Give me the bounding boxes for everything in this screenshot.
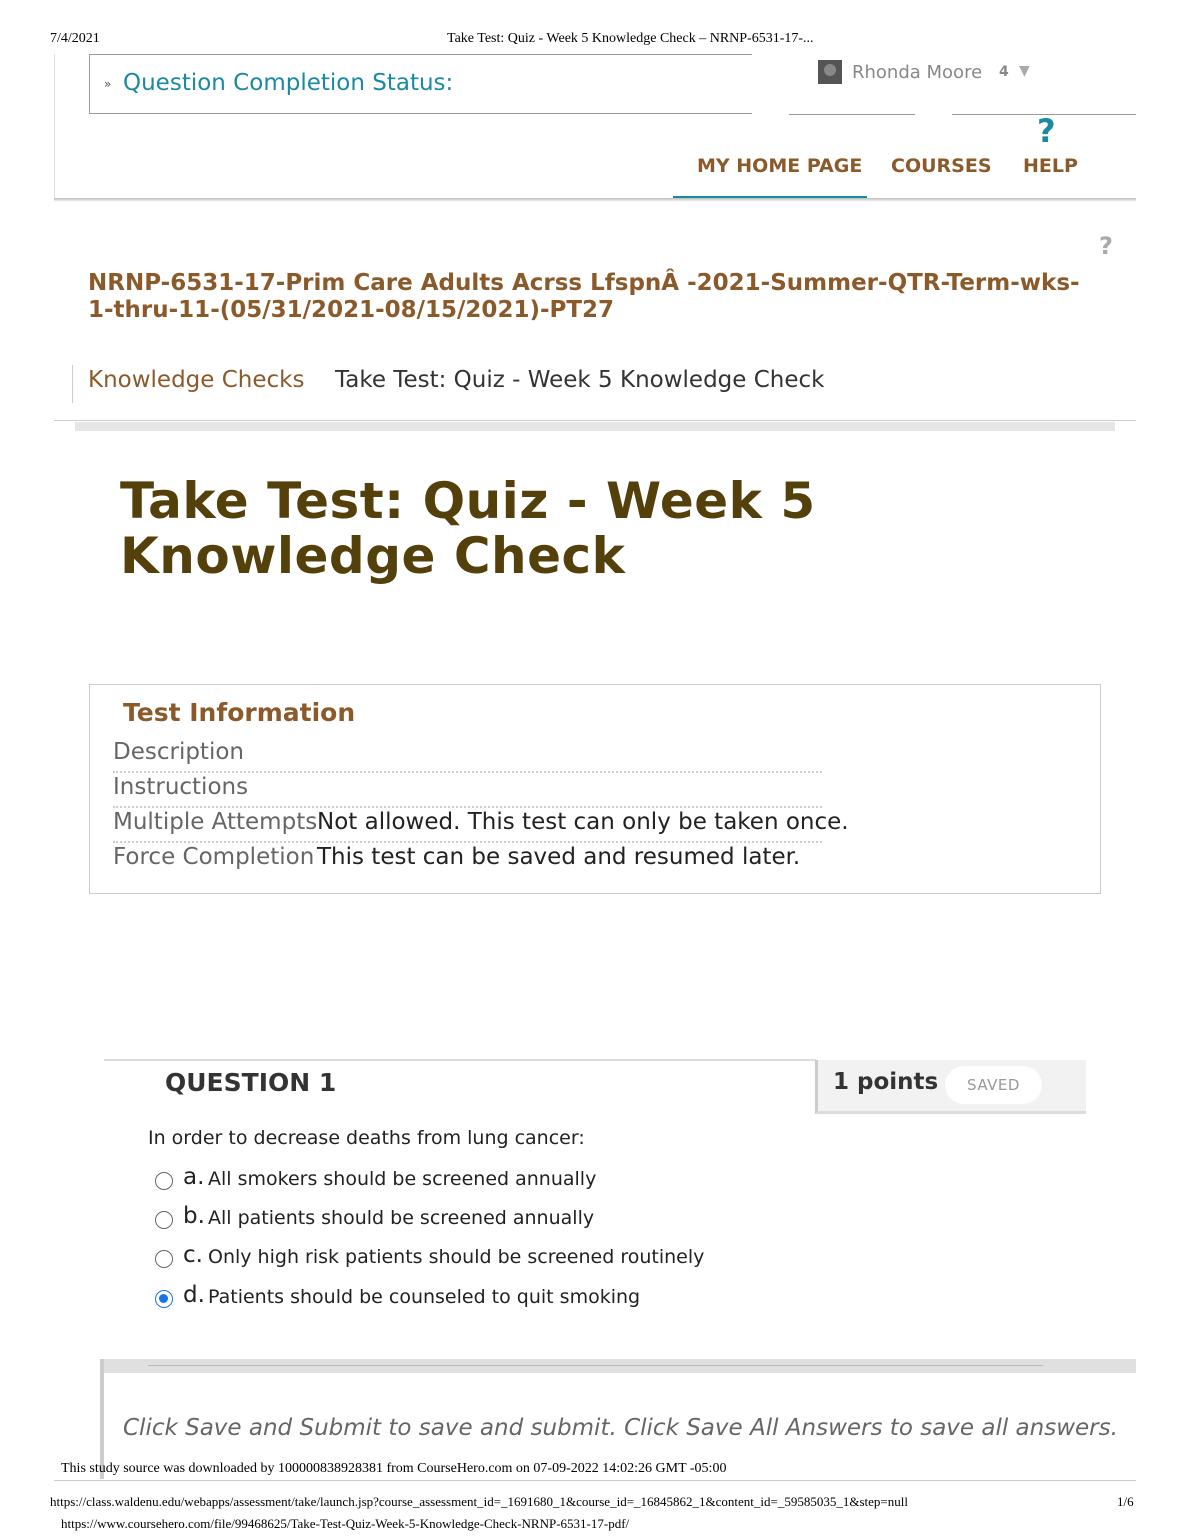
submit-panel-top-band: [100, 1359, 1136, 1373]
multiple-attempts-value: Not allowed. This test can only be taken once.: [317, 809, 849, 835]
row-divider: [113, 771, 822, 773]
option-letter: c.: [183, 1242, 203, 1268]
radio-d[interactable]: [155, 1290, 173, 1308]
avatar[interactable]: [818, 60, 842, 84]
page-title-line2: Knowledge Check: [120, 527, 626, 585]
breadcrumb-current: Take Test: Quiz - Week 5 Knowledge Check: [335, 367, 825, 393]
page-help-icon[interactable]: ?: [1099, 232, 1113, 260]
option-letter: d.: [183, 1282, 205, 1308]
breadcrumb-knowledge-checks[interactable]: Knowledge Checks: [88, 367, 305, 393]
row-divider: [113, 806, 822, 808]
nav-help[interactable]: HELP: [1023, 155, 1078, 177]
force-completion-value: This test can be saved and resumed later.: [317, 844, 801, 870]
question-completion-status-label[interactable]: Question Completion Status:: [123, 70, 454, 96]
coursehero-url: https://www.coursehero.com/file/99468625/Take-Test-Quiz-Week-5-Knowledge-Check-NRNP-6531-17-pdf/: [61, 1516, 630, 1531]
course-title[interactable]: NRNP-6531-17-Prim Care Adults Acrss LfspnÂ -2021-Summer-QTR-Term-wks-1-thru-11-(05/31/2021-08/15/2021)-PT27: [88, 270, 1080, 323]
row-divider: [113, 841, 822, 843]
submit-instruction: Click Save and Submit to save and submit. Click Save All Answers to save all answers.: [123, 1415, 1118, 1441]
force-completion-label: Force Completion: [113, 844, 315, 870]
print-url: https://class.waldenu.edu/webapps/assessment/take/launch.jsp?course_assessment_id=_1691680_1&course_id=_16845862_1&content_id=_59585035_1&step=null: [50, 1494, 908, 1509]
source-note: This study source was downloaded by 100000838928381 from CourseHero.com on 07-09-2022 14:02:26 GMT -05:00: [61, 1461, 727, 1476]
nav-courses[interactable]: COURSES: [891, 155, 992, 177]
question-top-border: [104, 1059, 816, 1061]
radio-a[interactable]: [155, 1172, 173, 1190]
question-points: 1 points: [833, 1069, 939, 1095]
test-information-heading: Test Information: [123, 698, 356, 727]
divider: [54, 420, 1136, 421]
caret-down-icon[interactable]: ▼: [1019, 63, 1030, 79]
option-letter: b.: [183, 1203, 205, 1229]
user-name[interactable]: Rhonda Moore: [852, 62, 983, 83]
nav-my-home-page[interactable]: MY HOME PAGE: [697, 155, 863, 177]
content-top-band: [75, 422, 1115, 431]
page-number: 1/6: [1117, 1494, 1134, 1509]
print-title: Take Test: Quiz - Week 5 Knowledge Check – NRNP-6531-17-...: [447, 31, 814, 46]
header-left-border: [54, 54, 55, 200]
option-text[interactable]: All smokers should be screened annually: [208, 1168, 597, 1190]
option-letter: a.: [183, 1164, 205, 1190]
divider: [789, 114, 915, 115]
page-title-line1: Take Test: Quiz - Week 5: [120, 472, 816, 530]
question-title: QUESTION 1: [165, 1068, 337, 1097]
instructions-label: Instructions: [113, 774, 249, 800]
multiple-attempts-label: Multiple Attempts: [113, 809, 318, 835]
page-title: [120, 474, 1020, 584]
radio-c[interactable]: [155, 1250, 173, 1268]
status-badge: SAVED: [945, 1066, 1042, 1104]
header-shadow: [54, 198, 1136, 202]
question-text: In order to decrease deaths from lung cancer:: [148, 1127, 585, 1149]
option-text[interactable]: All patients should be screened annually: [208, 1207, 595, 1229]
divider: [54, 1480, 1136, 1481]
notification-count[interactable]: 4: [999, 64, 1009, 80]
option-text[interactable]: Only high risk patients should be screened routinely: [208, 1246, 705, 1268]
option-text[interactable]: Patients should be counseled to quit smoking: [208, 1286, 641, 1308]
description-label: Description: [113, 739, 244, 765]
help-question-icon[interactable]: ?: [1037, 112, 1056, 150]
print-date: 7/4/2021: [50, 31, 100, 46]
breadcrumb-left-border: [72, 365, 73, 403]
divider: [148, 1365, 1043, 1366]
double-chevron-down-icon[interactable]: »: [104, 77, 112, 91]
radio-b[interactable]: [155, 1211, 173, 1229]
